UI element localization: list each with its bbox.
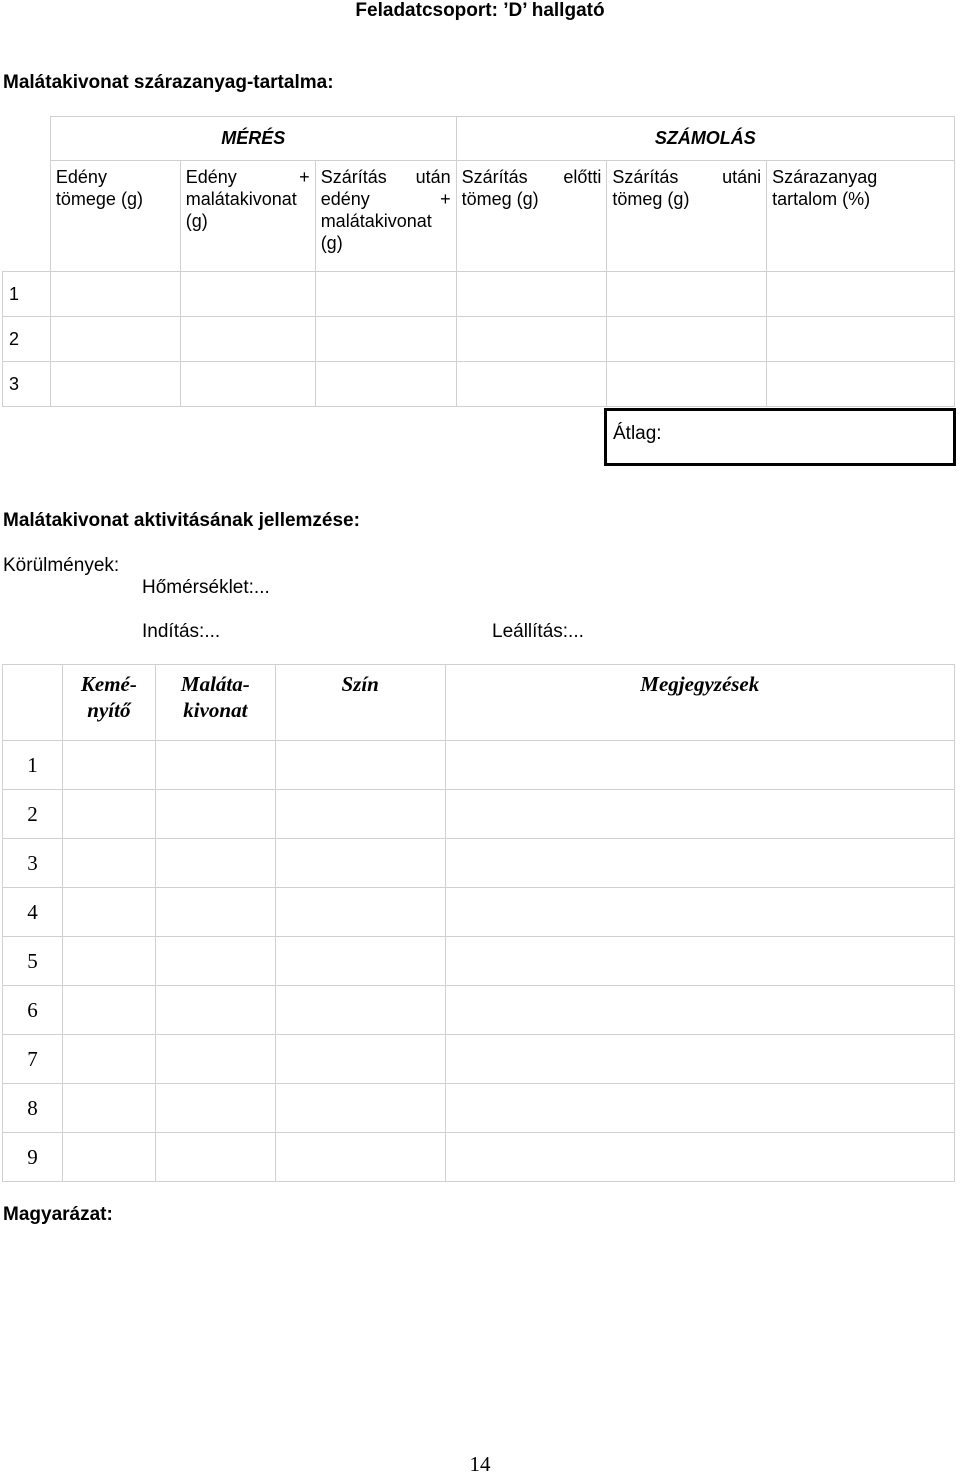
column-header-vessel-plus-extract: Edény + malátakivonat (g) <box>180 161 315 272</box>
table-cell[interactable] <box>275 1084 445 1133</box>
table-cell[interactable] <box>445 1035 954 1084</box>
row-number: 3 <box>3 839 63 888</box>
table-row <box>3 839 955 888</box>
table-cell[interactable] <box>62 1035 155 1084</box>
table-cell[interactable] <box>155 1035 275 1084</box>
table-cell[interactable] <box>155 1084 275 1133</box>
row-number: 4 <box>3 888 63 937</box>
table-cell[interactable] <box>155 937 275 986</box>
table-cell[interactable] <box>767 362 955 407</box>
table-cell[interactable] <box>275 839 445 888</box>
table-cell[interactable] <box>50 362 180 407</box>
table-cell[interactable] <box>50 272 180 317</box>
group-title: Feladatcsoport: ’D’ hallgató <box>355 0 605 21</box>
temperature-field[interactable]: Hőmérséklet:... <box>142 577 270 598</box>
table-cell[interactable] <box>275 741 445 790</box>
table-cell[interactable] <box>607 362 767 407</box>
table-cell[interactable] <box>445 888 954 937</box>
stop-field[interactable]: Leállítás:... <box>492 621 584 642</box>
table-cell[interactable] <box>445 741 954 790</box>
table-cell[interactable] <box>155 888 275 937</box>
table-cell[interactable] <box>275 986 445 1035</box>
column-header-starch: Kemé- nyítő <box>62 665 155 741</box>
section-title-activity: Malátakivonat aktivitásának jellemzése: <box>3 510 360 531</box>
table-row <box>3 741 955 790</box>
row-number: 5 <box>3 937 63 986</box>
table-row <box>3 790 955 839</box>
table-cell[interactable] <box>62 1084 155 1133</box>
table-cell[interactable] <box>155 1133 275 1182</box>
table-corner <box>3 665 63 741</box>
column-header-vessel-mass: Edény tömege (g) <box>50 161 180 272</box>
row-number: 8 <box>3 1084 63 1133</box>
table-cell[interactable] <box>767 317 955 362</box>
row-number: 1 <box>3 272 51 317</box>
table-cell[interactable] <box>62 986 155 1035</box>
row-number: 7 <box>3 1035 63 1084</box>
table-cell[interactable] <box>275 937 445 986</box>
table-cell[interactable] <box>607 272 767 317</box>
table-cell[interactable] <box>275 790 445 839</box>
table-cell[interactable] <box>62 741 155 790</box>
table-row <box>3 317 955 362</box>
row-number: 2 <box>3 317 51 362</box>
table-cell[interactable] <box>315 317 456 362</box>
column-header-dry-matter-content: Szárazanyag tartalom (%) <box>767 161 955 272</box>
row-number: 6 <box>3 986 63 1035</box>
table-row <box>3 1133 955 1182</box>
column-header-pre-drying-mass: Szárítás előtti tömeg (g) <box>456 161 607 272</box>
column-header-color: Szín <box>275 665 445 741</box>
table-cell[interactable] <box>445 1084 954 1133</box>
start-field[interactable]: Indítás:... <box>142 621 221 642</box>
dry-matter-table <box>2 116 955 407</box>
table-cell[interactable] <box>275 888 445 937</box>
row-number: 1 <box>3 741 63 790</box>
explanation-label: Magyarázat: <box>3 1204 113 1225</box>
table-row <box>3 1035 955 1084</box>
table-cell[interactable] <box>767 272 955 317</box>
table-cell[interactable] <box>456 362 607 407</box>
table-cell[interactable] <box>445 1133 954 1182</box>
table-cell[interactable] <box>155 839 275 888</box>
table-cell[interactable] <box>180 362 315 407</box>
table-cell[interactable] <box>155 986 275 1035</box>
activity-table-body <box>3 741 955 1182</box>
table-corner <box>3 161 51 272</box>
table-cell[interactable] <box>180 272 315 317</box>
table-cell[interactable] <box>315 362 456 407</box>
section-title-dry-matter: Malátakivonat szárazanyag-tartalma: <box>3 72 334 93</box>
column-header-notes: Megjegyzések <box>445 665 954 741</box>
average-box[interactable] <box>604 408 956 466</box>
table-cell[interactable] <box>155 790 275 839</box>
table-cell[interactable] <box>62 790 155 839</box>
table-corner <box>3 117 51 161</box>
page-number: 14 <box>469 1452 491 1476</box>
average-label: Átlag: <box>613 423 662 444</box>
table-cell[interactable] <box>275 1035 445 1084</box>
row-number: 2 <box>3 790 63 839</box>
table-cell[interactable] <box>62 888 155 937</box>
table-row <box>3 888 955 937</box>
table-cell[interactable] <box>155 741 275 790</box>
table-cell[interactable] <box>445 839 954 888</box>
table-cell[interactable] <box>445 986 954 1035</box>
table-cell[interactable] <box>445 937 954 986</box>
row-number: 9 <box>3 1133 63 1182</box>
group-header-meres: MÉRÉS <box>50 117 456 161</box>
column-header-post-drying-mass: Szárítás utáni tömeg (g) <box>607 161 767 272</box>
table-cell[interactable] <box>62 937 155 986</box>
activity-table <box>2 664 955 1182</box>
row-number: 3 <box>3 362 51 407</box>
table-row <box>3 362 955 407</box>
table-row <box>3 937 955 986</box>
conditions-label: Körülmények: <box>3 555 120 576</box>
table-cell[interactable] <box>607 317 767 362</box>
table-cell[interactable] <box>62 1133 155 1182</box>
table-row <box>3 272 955 317</box>
table-row <box>3 986 955 1035</box>
table-cell[interactable] <box>456 317 607 362</box>
table-cell[interactable] <box>180 317 315 362</box>
column-header-after-drying-vessel: Szárítás után edény + malátakivonat (g) <box>315 161 456 272</box>
table-cell[interactable] <box>62 839 155 888</box>
table-row <box>3 1084 955 1133</box>
group-header-szamolas: SZÁMOLÁS <box>456 117 954 161</box>
table-cell[interactable] <box>275 1133 445 1182</box>
column-header-malt-extract: Maláta- kivonat <box>155 665 275 741</box>
table-cell[interactable] <box>315 272 456 317</box>
table-cell[interactable] <box>456 272 607 317</box>
table-cell[interactable] <box>445 790 954 839</box>
table-cell[interactable] <box>50 317 180 362</box>
